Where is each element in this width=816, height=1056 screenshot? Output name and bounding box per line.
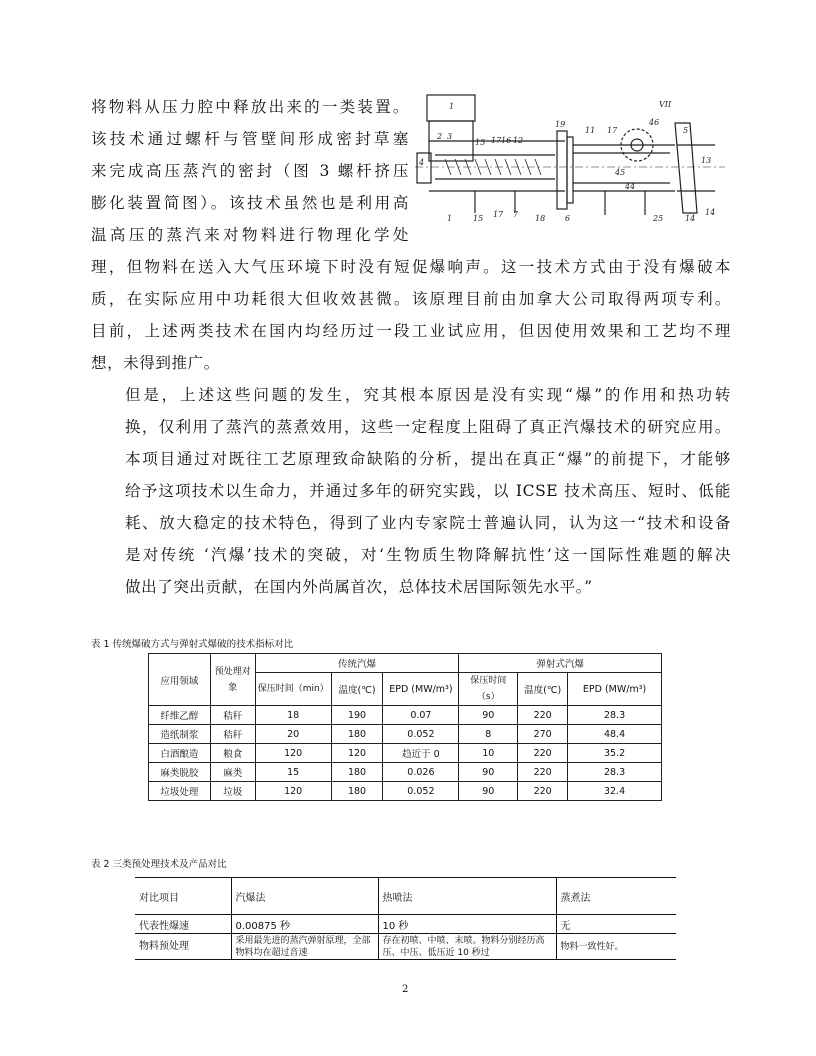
cell: 麻类脱胶 bbox=[149, 763, 211, 782]
header-temp-1: 温度(℃) bbox=[331, 673, 383, 706]
part-number-label: 4 bbox=[419, 158, 425, 167]
text-line: 换，仅利用了蒸汽的蒸煮效用，这些一定程度上阻碍了真正汽爆技术的研究应用。 bbox=[125, 418, 731, 436]
part-number-label: 17 bbox=[491, 136, 502, 145]
cell: 220 bbox=[518, 763, 568, 782]
text-line: 本项目通过对既往工艺原理致命缺陷的分析，提出在真正“爆”的前提下，才能够 bbox=[125, 450, 731, 468]
page-number: 2 bbox=[402, 984, 409, 995]
part-number-label: 3 bbox=[447, 132, 453, 141]
header-time-s: 保压时间（s） bbox=[459, 673, 518, 706]
cell: 0.07 bbox=[383, 706, 459, 725]
text-line: 做出了突出贡献，在国内外尚属首次，总体技术居国际领先水平。” bbox=[125, 578, 593, 596]
part-number-label: 14 bbox=[685, 214, 696, 221]
part-number-label: 1 bbox=[449, 102, 455, 111]
cell: 15 bbox=[255, 763, 331, 782]
cell: 代表性爆速 bbox=[135, 915, 231, 934]
cell: 采用最先进的蒸汽弹射原理，全部物料均在超过音速 bbox=[231, 934, 378, 960]
part-number-label: 17 bbox=[493, 210, 504, 219]
cell: 纤维乙醇 bbox=[149, 706, 211, 725]
part-number-label: 14 bbox=[705, 208, 716, 217]
cell: 10 秒 bbox=[378, 915, 556, 934]
text-line: 该技术通过螺杆与管壁间形成密封草塞 bbox=[91, 130, 409, 148]
header-epd-1: EPD (MW/m³) bbox=[383, 673, 459, 706]
part-number-label: 44 bbox=[625, 182, 636, 191]
header-traditional: 传统汽爆 bbox=[255, 654, 459, 673]
text-line: 给予这项技术以生命力，并通过多年的研究实践，以 ICSE 技术高压、短时、低能 bbox=[125, 482, 731, 500]
cell: 190 bbox=[331, 706, 383, 725]
intro-paragraph bbox=[91, 91, 409, 251]
screw-extrusion-diagram bbox=[415, 93, 730, 221]
cell: 趋近于 0 bbox=[383, 744, 459, 763]
analysis-paragraph bbox=[91, 379, 731, 603]
cell: 8 bbox=[459, 725, 518, 744]
cell: 18 bbox=[255, 706, 331, 725]
header-temp-2: 温度(℃) bbox=[518, 673, 568, 706]
text-line: 理，但物料在送入大气压环境下时没有短促爆响声。这一技术方式由于没有爆破本 bbox=[91, 258, 731, 276]
cell: 180 bbox=[331, 725, 383, 744]
table1-caption: 表 1 传统爆破方式与弹射式爆破的技术指标对比 bbox=[91, 639, 294, 650]
cell: 90 bbox=[459, 706, 518, 725]
cell: 0.052 bbox=[383, 725, 459, 744]
text-line: 但是，上述这些问题的发生，究其根本原因是没有实现“爆”的作用和热功转 bbox=[125, 386, 731, 404]
part-number-label: 17 bbox=[607, 126, 618, 135]
text-line: 质，在实际应用中功耗很大但收效甚微。该原理目前由加拿大公司取得两项专利。 bbox=[91, 290, 731, 308]
cell: 白酒酿造 bbox=[149, 744, 211, 763]
cell: 180 bbox=[331, 763, 383, 782]
cell: 90 bbox=[459, 763, 518, 782]
text-line: 将物料从压力腔中释放出来的一类装置。 bbox=[91, 98, 409, 116]
cell: 秸秆 bbox=[210, 706, 255, 725]
part-number-label: 46 bbox=[649, 118, 660, 127]
part-number-label: 19 bbox=[555, 120, 566, 129]
cell: 48.4 bbox=[568, 725, 662, 744]
header-cell: 热喷法 bbox=[378, 878, 556, 915]
cell: 28.3 bbox=[568, 763, 662, 782]
part-number-label: 5 bbox=[683, 126, 689, 135]
part-number-label: 15 bbox=[475, 138, 486, 147]
header-ejection: 弹射式汽爆 bbox=[459, 654, 662, 673]
text-line: 目前，上述两类技术在国内均经历过一段工业试应用，但因使用效果和工艺均不理 bbox=[91, 322, 731, 340]
text-line: 膨化装置简图）。该技术虽然也是利用高 bbox=[91, 194, 409, 212]
text-line: 温高压的蒸汽来对物料进行物理化学处 bbox=[91, 226, 409, 244]
header-cell: 对比项目 bbox=[135, 878, 231, 915]
part-number-label: 6 bbox=[565, 214, 571, 221]
cell: 120 bbox=[255, 744, 331, 763]
cell: 270 bbox=[518, 725, 568, 744]
comparison-table-2 bbox=[135, 877, 676, 960]
cell: 0.052 bbox=[383, 782, 459, 801]
table-header-row bbox=[135, 878, 676, 915]
cell: 32.4 bbox=[568, 782, 662, 801]
part-number-label: 25 bbox=[653, 214, 664, 221]
part-number-label: 15 bbox=[473, 214, 484, 221]
cell: 0.026 bbox=[383, 763, 459, 782]
cell: 220 bbox=[518, 744, 568, 763]
cell: 90 bbox=[459, 782, 518, 801]
cell: 物料预处理 bbox=[135, 934, 231, 960]
table-row bbox=[149, 782, 662, 801]
cell: 麻类 bbox=[210, 763, 255, 782]
text-line: 想，未得到推广。 bbox=[91, 354, 220, 372]
header-object: 预处理对象 bbox=[210, 654, 255, 706]
table-row bbox=[135, 915, 676, 934]
text-line: 来完成高压蒸汽的密封（图 3 螺杆挤压 bbox=[91, 162, 409, 180]
cell: 无 bbox=[556, 915, 676, 934]
table-row bbox=[135, 934, 676, 960]
header-epd-2: EPD (MW/m³) bbox=[568, 673, 662, 706]
diagram-svg bbox=[415, 93, 730, 221]
cell: 120 bbox=[331, 744, 383, 763]
cell: 220 bbox=[518, 782, 568, 801]
part-number-label: 16 bbox=[501, 136, 512, 145]
cell: 粮食 bbox=[210, 744, 255, 763]
cell: 35.2 bbox=[568, 744, 662, 763]
cell: 28.3 bbox=[568, 706, 662, 725]
comparison-table-1 bbox=[148, 653, 662, 801]
cell: 物料一致性好。 bbox=[556, 934, 676, 960]
text-line: 耗、放大稳定的技术特色，得到了业内专家院士普遍认同，认为这一“技术和设备 bbox=[125, 514, 731, 532]
text-line: 是对传统 ‘汽爆’技术的突破，对‘生物质生物降解抗性’这一国际性难题的解决 bbox=[125, 546, 731, 564]
part-number-label: 1 bbox=[447, 214, 453, 221]
cell: 180 bbox=[331, 782, 383, 801]
table-row bbox=[149, 763, 662, 782]
table-row bbox=[149, 725, 662, 744]
cell: 10 bbox=[459, 744, 518, 763]
header-time-min: 保压时间（min） bbox=[255, 673, 331, 706]
cell: 造纸制浆 bbox=[149, 725, 211, 744]
part-number-label: 45 bbox=[615, 168, 626, 177]
cell: 0.00875 秒 bbox=[231, 915, 378, 934]
table2-caption: 表 2 三类预处理技术及产品对比 bbox=[91, 859, 227, 870]
header-cell: 汽爆法 bbox=[231, 878, 378, 915]
table-row bbox=[149, 706, 662, 725]
continuation-paragraph bbox=[91, 251, 731, 379]
part-number-label: 13 bbox=[701, 156, 712, 165]
table-row bbox=[149, 744, 662, 763]
part-number-label: 12 bbox=[513, 136, 524, 145]
cell: 20 bbox=[255, 725, 331, 744]
cell: 垃圾处理 bbox=[149, 782, 211, 801]
part-number-label: 7 bbox=[513, 210, 519, 219]
header-cell: 蒸煮法 bbox=[556, 878, 676, 915]
cell: 垃圾 bbox=[210, 782, 255, 801]
part-number-label: VII bbox=[659, 100, 672, 109]
header-field: 应用领域 bbox=[149, 654, 211, 706]
cell: 220 bbox=[518, 706, 568, 725]
cell: 存在初喷、中喷、末喷。物料分别经历高压、中压、低压近 10 秒过 bbox=[378, 934, 556, 960]
part-number-label: 2 bbox=[437, 132, 443, 141]
part-number-label: 18 bbox=[535, 214, 546, 221]
part-number-label: 11 bbox=[585, 126, 596, 135]
cell: 120 bbox=[255, 782, 331, 801]
cell: 秸秆 bbox=[210, 725, 255, 744]
